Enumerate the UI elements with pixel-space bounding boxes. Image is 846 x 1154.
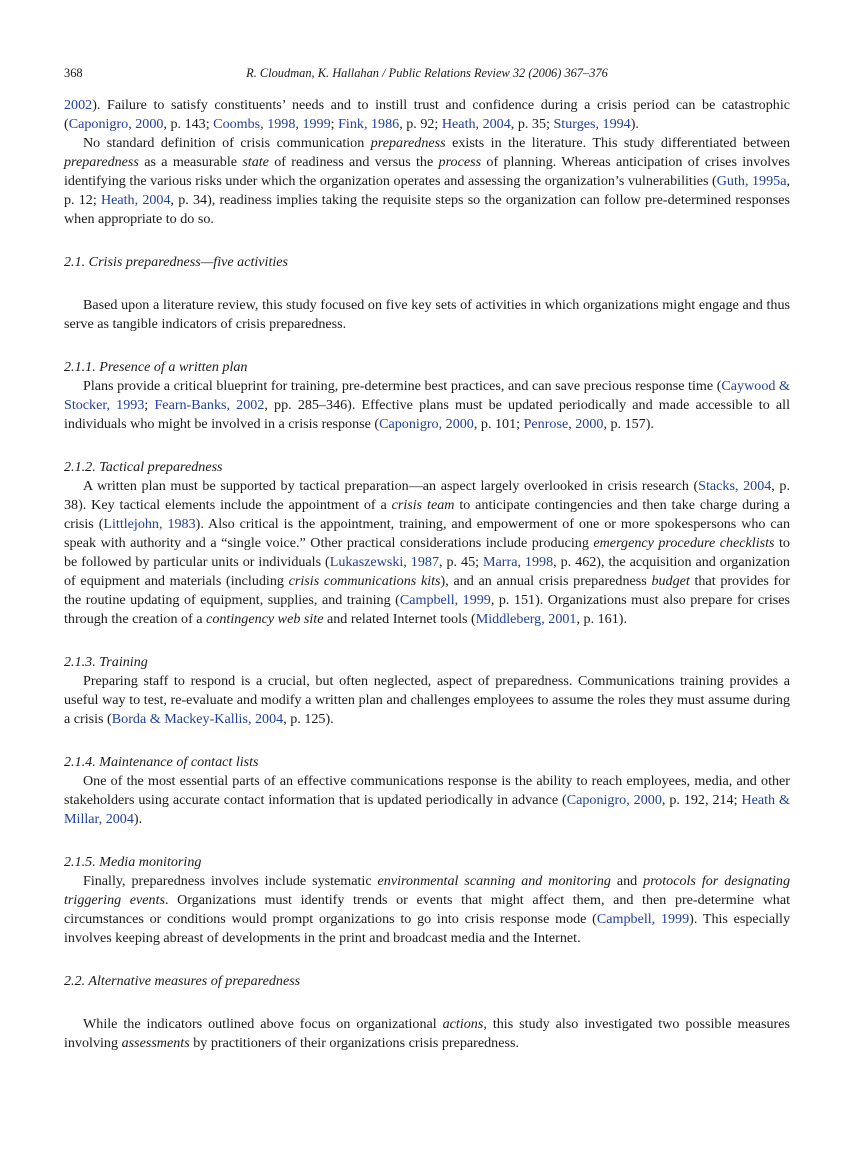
text-run: . Organizations must identify trends or events that might affect them, and then pre-determine what circumstances or conditions would prompt organizations to go into crisis response mode ( [64,892,790,927]
text-run: , p. 101; [473,416,524,432]
section-heading-2-1: 2.1. Crisis preparedness—five activities [64,254,289,270]
text-run: While the indicators outlined above focus on organizational [83,1016,443,1032]
text-run: ). [630,116,639,132]
text-run: ; [144,397,155,413]
text-run: ). Also critical is the appointment, training, and empowerment of one or more spokespersons who can speak with authority and a “single voice.” Other practical considerations include producing [64,516,790,551]
emphasis: emergency procedure checklists [593,535,775,551]
citation-link[interactable]: Borda & Mackey-Kallis, 2004 [111,711,284,727]
citation-link[interactable]: Middleberg, 2001 [475,611,577,627]
citation-link[interactable]: Caywood & Stocker, 1993 [64,378,790,413]
text-run: Preparing staff to respond is a crucial, but often neglected, aspect of preparedness. Communications training provides a useful way to test, re-evaluate and modify a written plan and challenges employees to assume the roles they must assume during a crisis ( [64,673,790,727]
citation-link[interactable]: Campbell, 1999 [399,592,491,608]
citation-link[interactable]: Sturges, 1994 [553,116,631,132]
page-number: 368 [64,66,83,80]
text-run: One of the most essential parts of an effective communications response is the ability to reach employees, media, and other stakeholders using accurate contact information that is updated periodically in advance ( [64,773,790,808]
text-run: , pp. 285–346). Effective plans must be updated periodically and made accessible to all individuals who might be involved in a crisis response ( [64,397,790,432]
paragraph-alternative-measures [64,1015,790,1053]
section-heading-2-2: 2.2. Alternative measures of preparedness [64,973,301,989]
text-run: , p. 92; [399,116,442,132]
text-run: , p. 462), the acquisition and organization of equipment and materials (including [64,554,790,589]
citation-link[interactable]: Guth, 1995a [716,173,787,189]
emphasis: preparedness [64,154,139,170]
citation-link[interactable]: Caponigro, 2000 [566,792,662,808]
paragraph-contact-lists [64,772,790,829]
text-run: No standard definition of crisis communication [83,135,371,151]
text-run: , p. 12; [64,173,790,208]
text-run: by practitioners of their organizations crisis preparedness. [189,1035,519,1051]
text-run: , p. 157). [603,416,654,432]
text-run: , p. 125). [283,711,334,727]
text-run: ; [330,116,339,132]
text-run: of planning. Whereas anticipation of crises involves identifying the various risks under which the organization operates and assessing the organization’s vulnerabilities ( [64,154,790,189]
running-title: R. Cloudman, K. Hallahan / Public Relations Review 32 (2006) 367–376 [246,66,608,80]
text-run: to anticipate contingencies and then take charge during a crisis ( [64,497,790,532]
section-heading-2-1-5: 2.1.5. Media monitoring [64,854,202,870]
section-heading-2-1-2: 2.1.2. Tactical preparedness [64,459,223,475]
page-header [64,66,790,84]
section-heading-2-1-4: 2.1.4. Maintenance of contact lists [64,754,259,770]
paragraph-section-2-1: Based upon a literature review, this study focused on five key sets of activities in which organizations might engage and thus serve as tangible indicators of crisis preparedness. [64,297,790,332]
text-run: , p. 45; [439,554,484,570]
text-run: , p. 143; [163,116,214,132]
paragraph-intro-continued [64,96,790,134]
text-run: , p. 192, 214; [661,792,742,808]
citation-link[interactable]: Coombs, 1998, 1999 [213,116,331,132]
text-run: , p. 35; [510,116,554,132]
text-run: Finally, preparedness involves include systematic [83,873,378,889]
emphasis: budget [651,573,690,589]
emphasis: state [242,154,269,170]
article-body [64,96,790,1053]
citation-link[interactable]: Penrose, 2000 [523,416,604,432]
text-run: ), and an annual crisis preparedness [440,573,652,589]
paragraph-definition [64,134,790,229]
text-run: Plans provide a critical blueprint for training, pre-determine best practices, and can save precious response time ( [83,378,722,394]
emphasis: preparedness [370,135,446,151]
text-run: exists in the literature. This study differentiated between [445,135,790,151]
citation-link[interactable]: Caponigro, 2000 [68,116,164,132]
text-run: that provides for the routine updating of equipment, supplies, and training ( [64,573,790,608]
text-run: ). [133,811,143,827]
text-run: of readiness and versus the [268,154,439,170]
emphasis: crisis communications kits [288,573,441,589]
citation-link[interactable]: Heath, 2004 [100,192,171,208]
citation-link[interactable]: Littlejohn, 1983 [103,516,196,532]
emphasis: process [438,154,482,170]
paragraph-training [64,672,790,729]
text-run: as a measurable [138,154,243,170]
text-run: , p. 161). [576,611,627,627]
citation-link[interactable]: Fink, 1986 [338,116,400,132]
section-heading-2-1-3: 2.1.3. Training [64,654,148,670]
text-run: , p. 34), readiness implies taking the requisite steps so the organization can follow pre-determined responses when appropriate to do so. [64,192,790,227]
text-run: A written plan must be supported by tactical preparation—an aspect largely overlooked in crisis research ( [83,478,699,494]
text-run: and related Internet tools ( [323,611,476,627]
citation-link[interactable]: Caponigro, 2000 [379,416,474,432]
text-run: to be followed by particular units or individuals ( [64,535,790,570]
emphasis: assessments [121,1035,190,1051]
emphasis: contingency web site [206,611,324,627]
paragraph-written-plan [64,377,790,434]
citation-link[interactable]: Fearn-Banks, 2002 [154,397,265,413]
citation-link[interactable]: 2002 [64,97,93,113]
text-run: , p. 38). Key tactical elements include the appointment of a [64,478,790,513]
citation-link[interactable]: Marra, 1998 [483,554,554,570]
text-run: ). Failure to satisfy constituents’ needs and to instill trust and confidence during a crisis period can be catastrophic ( [64,97,790,132]
paragraph-media-monitoring [64,872,790,948]
paragraph-tactical [64,477,790,629]
citation-link[interactable]: Campbell, 1999 [596,911,690,927]
section-heading-2-1-1: 2.1.1. Presence of a written plan [64,359,248,375]
citation-link[interactable]: Heath, 2004 [441,116,511,132]
emphasis: actions [442,1016,484,1032]
emphasis: crisis team [391,497,455,513]
citation-link[interactable]: Heath & Millar, 2004 [64,792,790,827]
citation-link[interactable]: Lukaszewski, 1987 [329,554,439,570]
emphasis: environmental scanning and monitoring [377,873,611,889]
text-run: , this study also investigated two possible measures involving [64,1016,790,1051]
citation-link[interactable]: Stacks, 2004 [698,478,772,494]
text-run: and [610,873,644,889]
text-run: ). This especially involves keeping abreast of developments in the print and broadcast media and the Internet. [64,911,790,946]
emphasis: protocols for designating triggering events [64,873,790,908]
text-run: , p. 151). Organizations must also prepare for crises through the creation of a [64,592,790,627]
